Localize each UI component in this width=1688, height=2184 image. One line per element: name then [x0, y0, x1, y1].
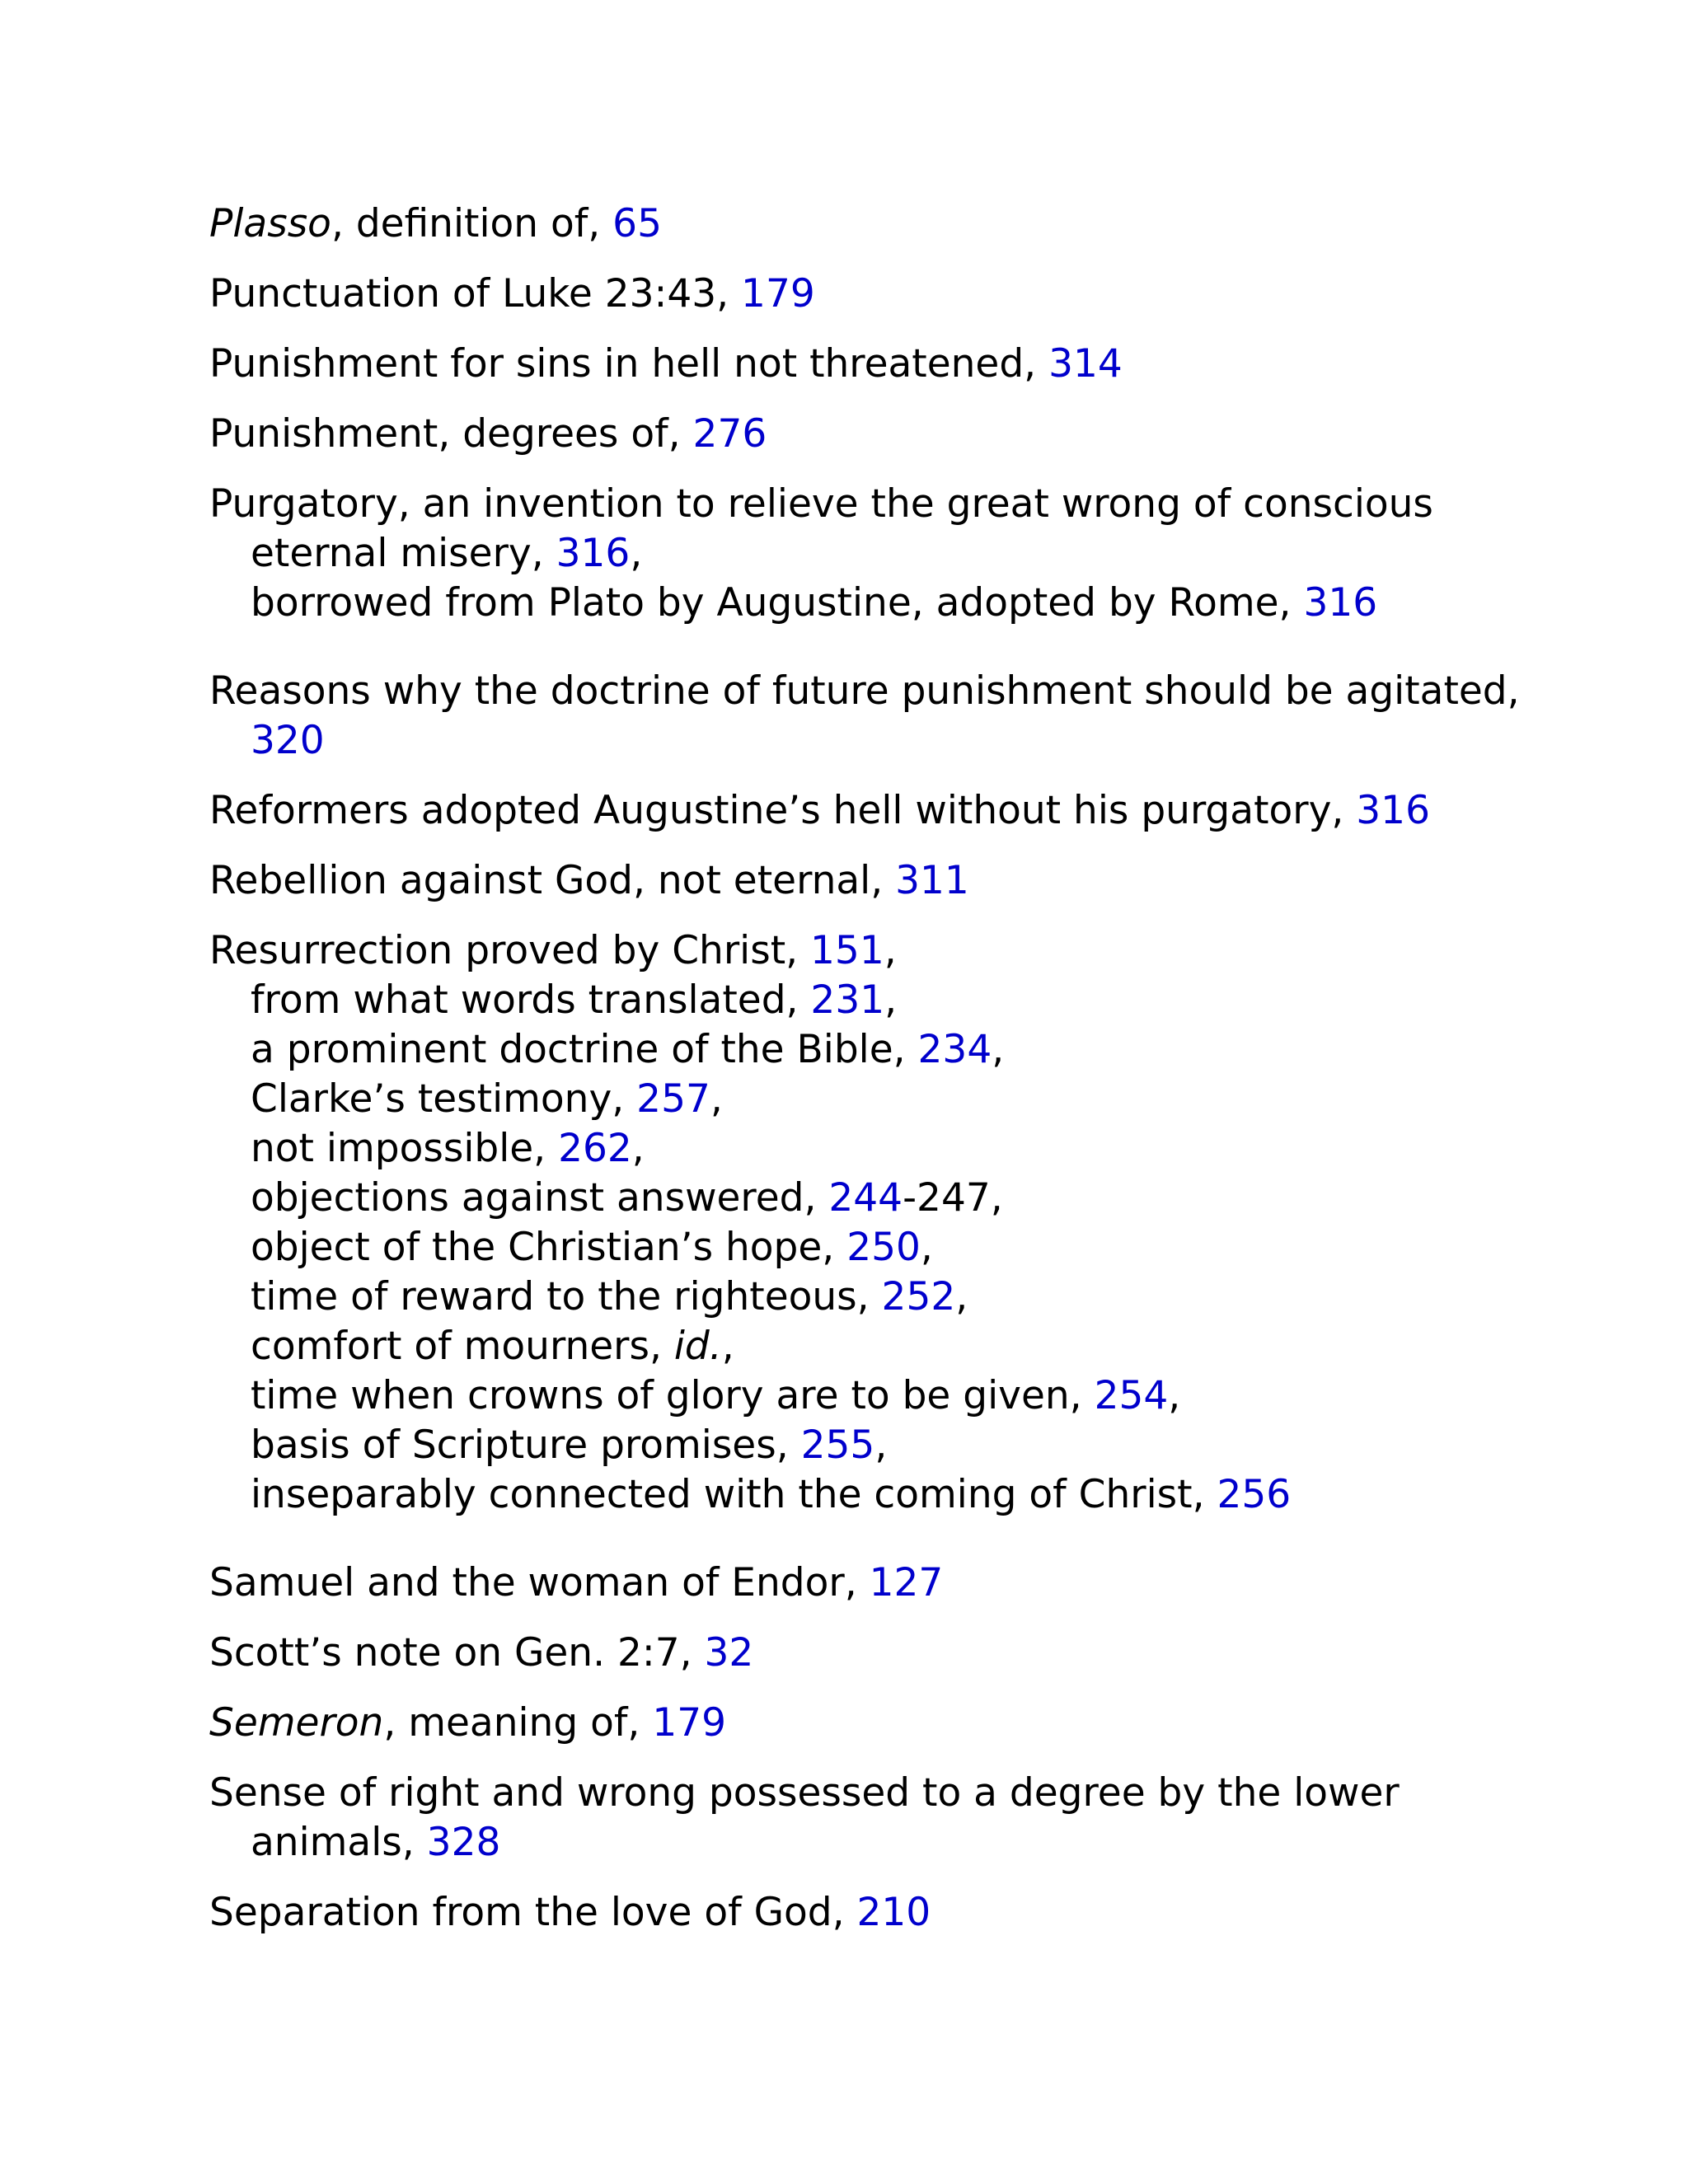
entry-text: Scott’s note on Gen. 2:7,	[209, 1630, 705, 1675]
index-page	[209, 199, 1520, 1958]
entry-line	[209, 1769, 1495, 1818]
entry-line	[209, 786, 1495, 836]
entry-subline	[209, 1470, 1495, 1520]
index-entry	[209, 269, 1495, 319]
page-link[interactable]: 316	[556, 531, 631, 576]
entry-text: Purgatory, an invention to relieve the great wrong of conscious	[209, 481, 1433, 527]
entry-line	[209, 667, 1520, 716]
subentry-punctuation: ,	[884, 977, 898, 1023]
subentry-italic-reference: id.	[673, 1324, 722, 1369]
entry-text: Rebellion against God, not eternal,	[209, 858, 896, 903]
page-link[interactable]: 257	[636, 1076, 710, 1122]
entry-subline	[209, 1223, 1495, 1272]
page-link[interactable]: 320	[251, 718, 325, 763]
page-link[interactable]: 314	[1048, 341, 1123, 387]
entry-line	[209, 1629, 1495, 1678]
entry-text: Reformers adopted Augustine’s hell without his purgatory,	[209, 788, 1357, 833]
page-link[interactable]: 328	[426, 1820, 501, 1865]
entry-line	[209, 856, 1495, 906]
entry-subline	[209, 1075, 1495, 1124]
page-link[interactable]: 256	[1217, 1472, 1292, 1517]
page-link[interactable]: 151	[810, 928, 884, 973]
entry-line	[209, 199, 1495, 249]
index-entry	[209, 856, 1495, 906]
entry-subline	[209, 1174, 1495, 1223]
index-entry	[209, 1629, 1495, 1678]
entry-text: Separation from the love of God,	[209, 1890, 857, 1935]
entry-text: , definition of,	[331, 201, 613, 246]
page-link[interactable]: 252	[881, 1274, 956, 1319]
subentry-text: not impossible,	[251, 1126, 559, 1171]
subentry-text: animals,	[251, 1820, 427, 1865]
page-link[interactable]: 254	[1094, 1373, 1169, 1418]
entry-subline	[209, 1322, 1495, 1371]
page-link[interactable]: 179	[652, 1700, 727, 1746]
entry-text: , meaning of,	[383, 1700, 653, 1746]
subentry-text: time when crowns of glory are to be given,	[251, 1373, 1095, 1418]
index-entry	[209, 410, 1495, 459]
entry-line	[209, 340, 1495, 389]
page-link[interactable]: 32	[704, 1630, 754, 1675]
entry-subline	[209, 1124, 1495, 1174]
page-link[interactable]: 311	[895, 858, 969, 903]
entry-subline	[209, 1818, 1495, 1868]
subentry-text: borrowed from Plato by Augustine, adopted by Rome,	[251, 580, 1304, 626]
entry-subline	[209, 1421, 1495, 1470]
entry-subline	[209, 1025, 1495, 1075]
entry-line	[209, 1699, 1495, 1748]
subentry-text: basis of Scripture promises,	[251, 1422, 801, 1468]
entry-subline	[209, 716, 1495, 766]
subentry-punctuation: ,	[992, 1027, 1005, 1072]
index-entry	[209, 667, 1520, 766]
page-link[interactable]: 231	[810, 977, 885, 1023]
index-entry	[209, 199, 1495, 249]
subentry-punctuation: ,	[1168, 1373, 1181, 1418]
index-entry	[209, 1558, 1495, 1608]
subentry-punctuation: ,	[631, 1126, 645, 1171]
subentry-text: object of the Christian’s hope,	[251, 1225, 847, 1270]
subentry-punctuation: -247,	[903, 1175, 1003, 1221]
subentry-punctuation: ,	[710, 1076, 723, 1122]
page-link[interactable]: 276	[692, 411, 767, 457]
entry-line	[209, 269, 1495, 319]
subentry-punctuation: ,	[630, 531, 643, 576]
entry-italic-term: Semeron	[209, 1700, 384, 1746]
subentry-punctuation: ,	[920, 1225, 933, 1270]
page-link[interactable]: 127	[869, 1560, 944, 1605]
entry-subline	[209, 1371, 1495, 1421]
page-link[interactable]: 234	[917, 1027, 992, 1072]
subentry-text: from what words translated,	[251, 977, 811, 1023]
page-link[interactable]: 262	[558, 1126, 632, 1171]
page-link[interactable]: 316	[1356, 788, 1430, 833]
page-link[interactable]: 65	[612, 201, 662, 246]
index-entry	[209, 340, 1495, 389]
subentry-punctuation: ,	[955, 1274, 968, 1319]
entry-text: Resurrection proved by Christ,	[209, 928, 811, 973]
subentry-text: inseparably connected with the coming of Christ,	[251, 1472, 1217, 1517]
index-entry	[209, 786, 1495, 836]
entry-line	[209, 1888, 1495, 1938]
subentry-punctuation: ,	[874, 1422, 888, 1468]
entry-punctuation: ,	[884, 928, 897, 973]
entry-line	[209, 410, 1495, 459]
page-link[interactable]: 316	[1303, 580, 1378, 626]
index-entry	[209, 1769, 1495, 1868]
entry-text: Punctuation of Luke 23:43,	[209, 271, 742, 316]
index-entry	[209, 1699, 1495, 1748]
subentry-punctuation: ,	[721, 1324, 734, 1369]
subentry-text: objections against answered,	[251, 1175, 829, 1221]
entry-line	[209, 926, 1495, 976]
subentry-text: eternal misery,	[251, 531, 556, 576]
entry-subline	[209, 579, 1495, 628]
entry-italic-term: Plasso	[209, 201, 331, 246]
entry-text: Sense of right and wrong possessed to a degree by the lower	[209, 1770, 1400, 1816]
entry-subline	[209, 529, 1495, 579]
subentry-text: a prominent doctrine of the Bible,	[251, 1027, 918, 1072]
index-entry	[209, 480, 1495, 628]
entry-subline	[209, 976, 1495, 1025]
page-link[interactable]: 244	[828, 1175, 903, 1221]
page-link[interactable]: 255	[800, 1422, 875, 1468]
page-link[interactable]: 210	[856, 1890, 931, 1935]
entry-line	[209, 1558, 1495, 1608]
subentry-text: Clarke’s testimony,	[251, 1076, 637, 1122]
index-entry	[209, 1888, 1495, 1938]
entry-text: Reasons why the doctrine of future punishment should be agitated,	[209, 668, 1520, 714]
page-link[interactable]: 250	[846, 1225, 921, 1270]
entry-text: Punishment, degrees of,	[209, 411, 693, 457]
index-entry	[209, 926, 1495, 1520]
subentry-text: comfort of mourners,	[251, 1324, 674, 1369]
subentry-text: time of reward to the righteous,	[251, 1274, 882, 1319]
page-link[interactable]: 179	[741, 271, 815, 316]
entry-text: Samuel and the woman of Endor,	[209, 1560, 870, 1605]
entry-text: Punishment for sins in hell not threatened,	[209, 341, 1049, 387]
entry-subline	[209, 1272, 1495, 1322]
entry-line	[209, 480, 1495, 529]
